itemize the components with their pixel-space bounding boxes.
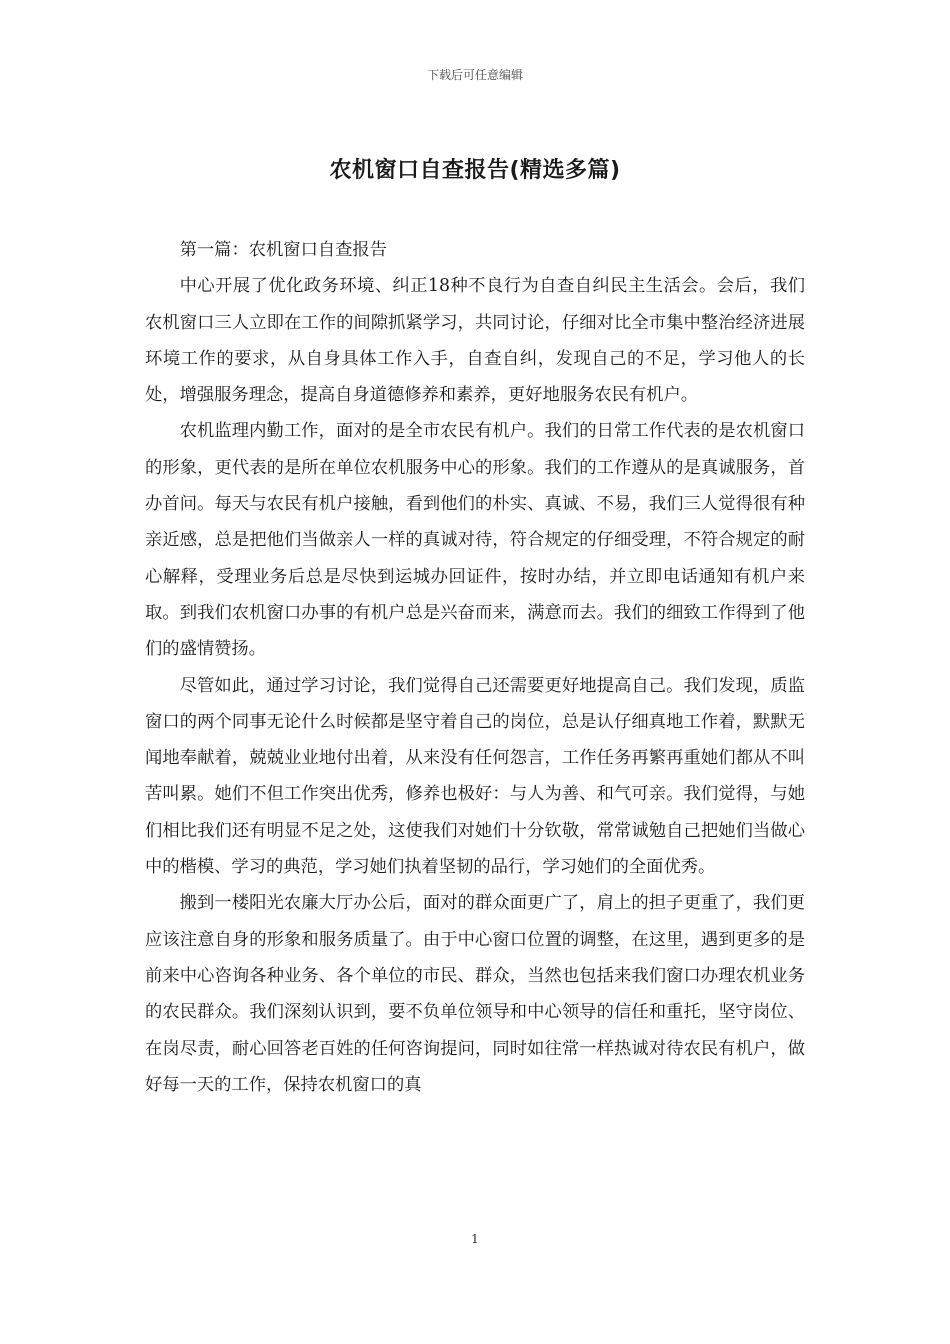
- paragraph-4: 搬到一楼阳光农廉大厅办公后，面对的群众面更广了，肩上的担子更重了，我们更应该注意自身的形象和服务质量了。由于中心窗口位置的调整，在这里，遇到更多的是前来中心咨询各种业务、各个单位的市民、群众，当然也包括来我们窗口办理农机业务的农民群众。我们深刻认识到，要不负单位领导和中心领导的信任和重托，坚守岗位、在岗尽责，耐心回答老百姓的任何咨询提问，同时如往常一样热诚对待农民有机户，做好每一天的工作，保持农机窗口的真: [145, 893, 805, 1095]
- section-heading: 第一篇：农机窗口自查报告: [179, 240, 387, 260]
- page-number: 1: [471, 1232, 479, 1246]
- paragraph-2: 农机监理内勤工作，面对的是全市农民有机户。我们的日常工作代表的是农机窗口的形象，更代表的是所在单位农机服务中心的形象。我们的工作遵从的是真诚服务，首办首问。每天与农民有机户接触，看到他们的朴实、真诚、不易，我们三人觉得很有种亲近感，总是把他们当做亲人一样的真诚对待，符合规定的仔细受理，不符合规定的耐心解释，受理业务后总是尽快到运城办回证件，按时办结，并立即电话通知有机户来取。到我们农机窗口办事的有机户总是兴奋而来，满意而去。我们的细致工作得到了他们的盛情赞扬。: [145, 421, 805, 660]
- paragraph-3: 尽管如此，通过学习讨论，我们觉得自己还需要更好地提高自己。我们发现，质监窗口的两个同事无论什么时候都是坚守着自己的岗位，总是认仔细真地工作着，默默无闻地奉献着，兢兢业业地付出着，从来没有任何怨言，工作任务再繁再重她们都从不叫苦叫累。她们不但工作突出优秀，修养也极好：与人为善、和气可亲。我们觉得，与她们相比我们还有明显不足之处，这使我们对她们十分钦敬，常常诚勉自己把她们当做心中的楷模、学习的典范，学习她们执着坚韧的品行，学习她们的全面优秀。: [145, 675, 805, 878]
- paragraph-1: 中心开展了优化政务环境、纠正18种不良行为自查自纠民主生活会。会后，我们农机窗口三人立即在工作的间隙抓紧学习，共同讨论，仔细对比全市集中整治经济进展环境工作的要求，从自身具体工作入手，自查自纠，发现自己的不足，学习他人的长处，增强服务理念，提高自身道德修养和素养，更好地服务农民有机户。: [145, 276, 805, 406]
- header-note: 下载后可任意编辑: [426, 68, 523, 82]
- document-title: 农机窗口自查报告(精选多篇): [329, 158, 621, 183]
- document-body: [145, 232, 805, 1103]
